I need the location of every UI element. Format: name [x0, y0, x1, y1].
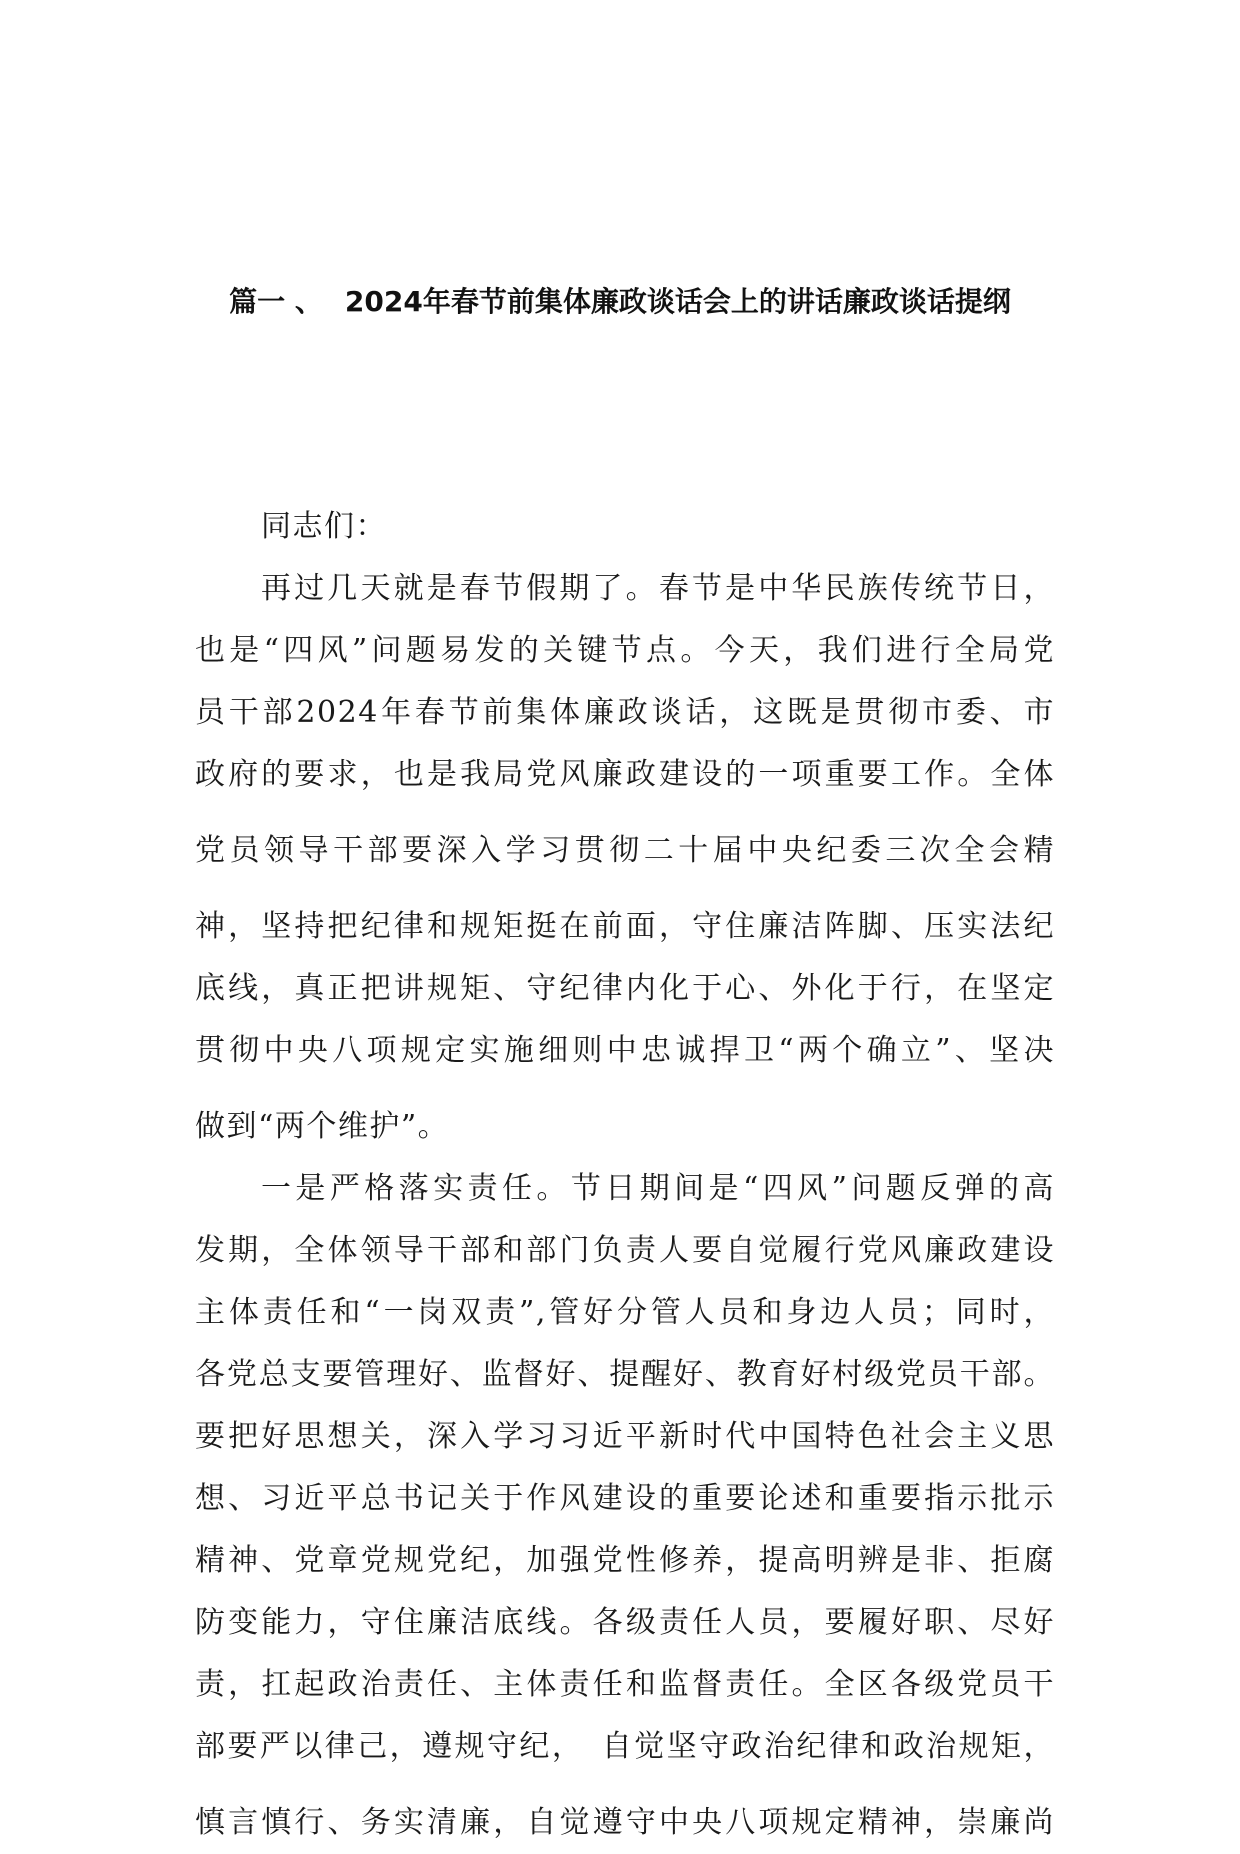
- document-body: [195, 496, 1055, 1854]
- paragraph-1-line: 底线，真正把讲规矩、守纪律内化于心、外化于行，在坚定: [195, 971, 1055, 1006]
- paragraph-1-line: 员干部2024年春节前集体廉政谈话，这既是贯彻市委、市: [195, 695, 1055, 730]
- paragraph-2-line: 慎言慎行、务实清廉，自觉遵守中央八项规定精神，崇廉尚: [195, 1805, 1055, 1840]
- paragraph-2-line: 责，扛起政治责任、主体责任和监督责任。全区各级党员干: [195, 1667, 1055, 1702]
- paragraph-2-line: 部要严以律己，遵规守纪， 自觉坚守政治纪律和政治规矩，: [195, 1729, 1055, 1764]
- paragraph-2-line: 精神、党章党规党纪，加强党性修养，提高明辨是非、拒腐: [195, 1543, 1055, 1578]
- paragraph-1-line: 贯彻中央八项规定实施细则中忠诚捍卫“两个确立”、坚决: [195, 1033, 1055, 1068]
- paragraph-1-line: 再过几天就是春节假期了。春节是中华民族传统节日，: [261, 571, 1055, 606]
- paragraph-1-line: 政府的要求，也是我局党风廉政建设的一项重要工作。全体: [195, 757, 1055, 792]
- title-prefix: 篇一 、: [229, 285, 323, 318]
- paragraph-2-line: 一是严格落实责任。节日期间是“四风”问题反弹的高: [261, 1171, 1055, 1206]
- paragraph-2-line: 想、习近平总书记关于作风建设的重要论述和重要指示批示: [195, 1481, 1055, 1516]
- paragraph-1-line: 也是“四风”问题易发的关键节点。今天，我们进行全局党: [195, 633, 1055, 668]
- paragraph-2-line: 要把好思想关，深入学习习近平新时代中国特色社会主义思: [195, 1419, 1055, 1454]
- paragraph-2-line: 各党总支要管理好、监督好、提醒好、教育好村级党员干部。: [195, 1357, 1055, 1392]
- title-main: 2024年春节前集体廉政谈话会上的讲话廉政谈话提纲: [344, 285, 1011, 318]
- salutation: 同志们：: [261, 509, 387, 544]
- paragraph-1-line: 做到“两个维护”。: [195, 1109, 450, 1144]
- paragraph-1-line: 党员领导干部要深入学习贯彻二十届中央纪委三次全会精: [195, 833, 1055, 868]
- document-title: [0, 282, 1240, 322]
- paragraph-1-line: 神，坚持把纪律和规矩挺在前面，守住廉洁阵脚、压实法纪: [195, 909, 1055, 944]
- paragraph-2-line: 主体责任和“一岗双责”,管好分管人员和身边人员；同时，: [195, 1295, 1055, 1330]
- paragraph-2-line: 发期，全体领导干部和部门负责人要自觉履行党风廉政建设: [195, 1233, 1055, 1268]
- paragraph-2-line: 防变能力，守住廉洁底线。各级责任人员，要履好职、尽好: [195, 1605, 1055, 1640]
